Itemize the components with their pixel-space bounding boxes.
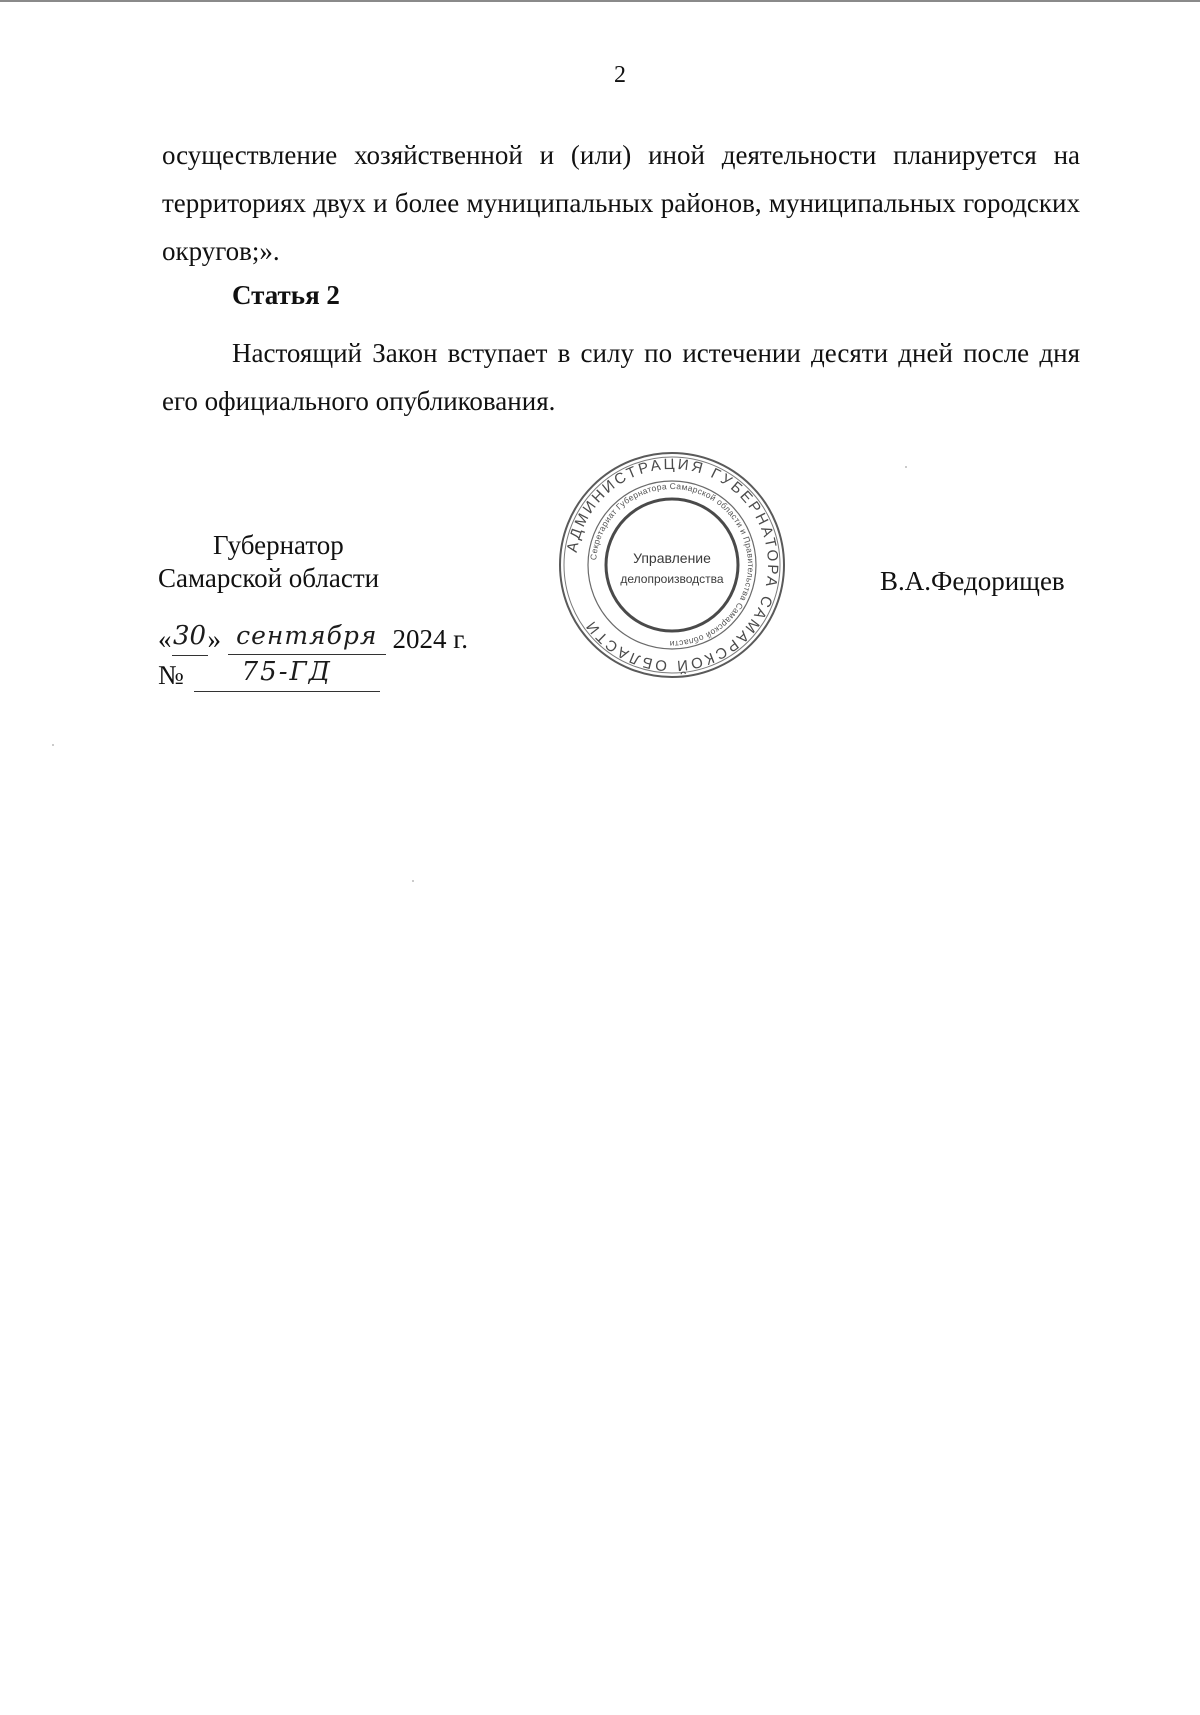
date-year: 2024 г.	[392, 624, 469, 654]
signer-position-line2: Самарской области	[158, 563, 380, 593]
registration-number	[158, 657, 380, 692]
seal-outer-text: АДМИНИСТРАЦИЯ ГУБЕРНАТОРА САМАРСКОЙ ОБЛАСТИ	[563, 455, 782, 675]
handwritten-day: 30	[172, 625, 208, 656]
seal-center-line2: делопроизводства	[620, 572, 724, 586]
scan-speck	[412, 880, 414, 882]
scan-top-edge	[0, 0, 1200, 2]
article-title: Статья 2	[232, 280, 340, 310]
scan-speck	[52, 744, 54, 746]
handwritten-month: сентября	[228, 625, 386, 655]
official-seal-stamp	[557, 450, 787, 680]
scan-speck	[905, 466, 907, 468]
seal-inner-text: Секретариат Губернатора Самарской области и Правительства Самарской области	[588, 480, 757, 650]
page-number: 2	[614, 62, 626, 88]
signer-name: В.А.Федорищев	[880, 566, 1065, 596]
seal-center-line1: Управление	[633, 550, 711, 566]
seal-graphic	[557, 450, 787, 680]
paragraph-effective-date: Настоящий Закон вступает в силу по истечении десяти дней после дня его официального опубликования.	[162, 338, 1080, 416]
date-open-quote: «	[158, 624, 172, 654]
number-sign: №	[158, 660, 184, 690]
signer-position-line1: Губернатор	[213, 530, 344, 560]
date-close-quote: »	[207, 624, 221, 654]
signing-date	[158, 621, 469, 656]
paragraph-continuation: осуществление хозяйственной и (или) иной деятельности планируется на территориях двух и более муниципальных районов, муниципальных городских округов;».	[162, 140, 1080, 266]
handwritten-law-number: 75-ГД	[194, 661, 380, 692]
